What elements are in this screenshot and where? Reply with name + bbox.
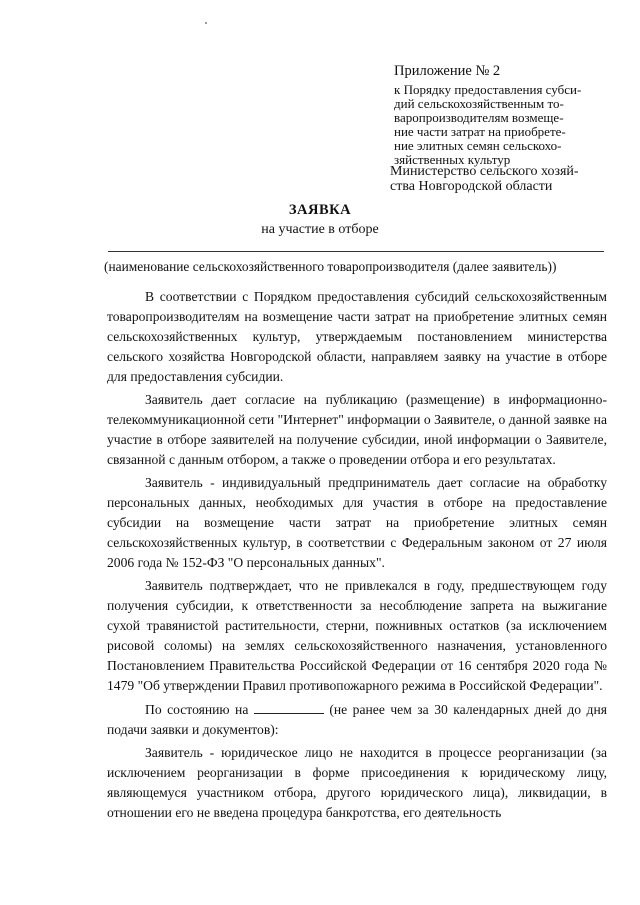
scan-speck bbox=[205, 22, 207, 24]
appendix-line: к Порядку предоставления субси- bbox=[394, 82, 582, 97]
appendix-line: зяйственных культур bbox=[394, 152, 511, 167]
appendix-line: ние части затрат на приобрете- bbox=[394, 124, 566, 139]
application-body bbox=[107, 287, 607, 826]
addressee-line: Министерство сельского хозяй- bbox=[390, 164, 579, 179]
appendix-line: варопроизводителям возмеще- bbox=[394, 110, 564, 125]
paragraph-fire-safety-confirmation: Заявитель подтверждает, что не привлекался в году, предшествующем году получения субсидии, к ответственности за несоблюдение запрета на выжигание сухой травянистой растительности, стерни, пожнивных остатков (за исключением рисовой соломы) на землях сельскохозяйственного назначения, установленного Постановлением Правительства Российской Федерации от 16 сентября 2020 года № 1479 "Об утверждении Правил противопожарного режима в Российской Федерации". bbox=[107, 578, 607, 693]
paragraph-legal-entity-status: Заявитель - юридическое лицо не находится в процессе реорганизации (за исключением реорганизации в форме присоединения к юридическому лицу, являющемуся участником отбора, другого юридического лица), ликвидации, в отношении его не введена процедура банкротства, его деятельность bbox=[107, 745, 607, 820]
paragraph-personal-data-consent: Заявитель - индивидуальный предприниматель дает согласие на обработку персональных данных, необходимых для участия в отборе на предоставление субсидии на возмещение части затрат на приобретение элитных семян сельскохозяйственных культур, в соответствии с Федеральным законом от 27 июля 2006 года № 152-ФЗ "О персональных данных". bbox=[107, 475, 607, 570]
paragraph-request: В соответствии с Порядком предоставления субсидий сельскохозяйственным товаропроизводителям на возмещение части затрат на приобретение элитных семян сельскохозяйственных культур, утверждаемым постановлением министерства сельского хозяйства Новгородской области, направляем заявку на участие в отборе для предоставления субсидии. bbox=[107, 289, 607, 384]
addressee-line: ства Новгородской области bbox=[390, 179, 553, 194]
status-date-suffix: (не ранее чем за 30 календарных дней до дня подачи заявки и документов): bbox=[107, 702, 607, 737]
document-subtitle: на участие в отборе bbox=[261, 222, 379, 237]
appendix-title: Приложение № 2 bbox=[394, 63, 501, 79]
status-date-field[interactable] bbox=[254, 699, 324, 714]
appendix-header bbox=[394, 64, 602, 167]
appendix-line: ние элитных семян сельскохо- bbox=[394, 138, 562, 153]
status-date-prefix: По состоянию на bbox=[145, 702, 249, 717]
paragraph-status-date bbox=[107, 699, 607, 740]
applicant-name-line[interactable] bbox=[108, 251, 604, 252]
document-title: ЗАЯВКА bbox=[288, 202, 352, 218]
addressee-block bbox=[390, 164, 605, 194]
appendix-line: дий сельскохозяйственным то- bbox=[394, 96, 564, 111]
paragraph-publication-consent: Заявитель дает согласие на публикацию (размещение) в информационно-телекоммуникационной сети "Интернет" информации о Заявителе, о данной заявке на участие в отборе заявителей на получение субсидии, иной информации о Заявителе, связанной с данным отбором, а также о проведении отбора и его результатах. bbox=[107, 392, 607, 467]
applicant-name-caption: (наименование сельскохозяйственного товаропроизводителя (далее заявитель)) bbox=[104, 259, 557, 274]
